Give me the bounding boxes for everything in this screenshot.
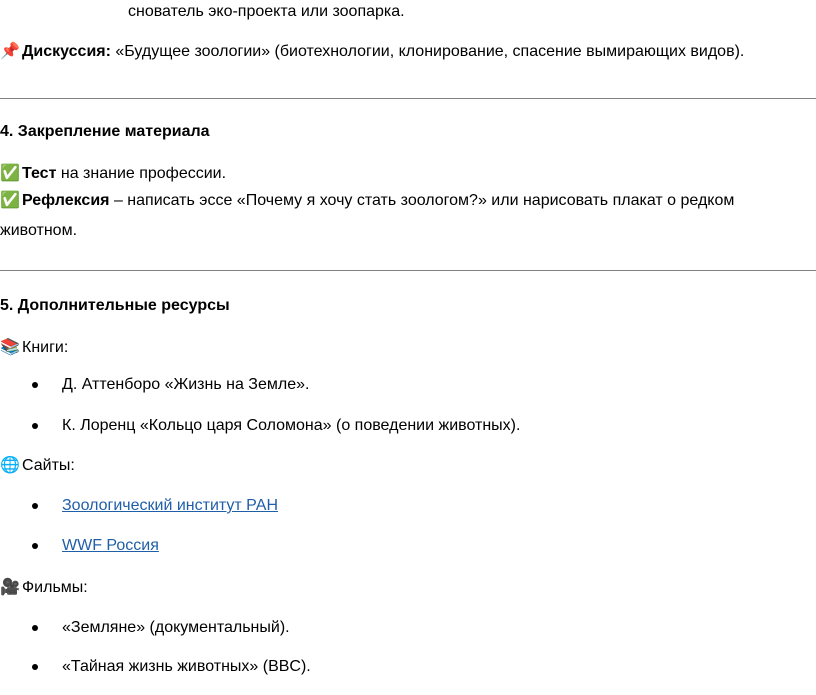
book-item-text: К. Лоренц «Кольцо царя Соломона» (о поведении животных). [62, 417, 521, 434]
books-label: Книги: [22, 339, 69, 356]
pushpin-icon: 📌 [0, 43, 20, 60]
section-4-title: 4. Закрепление материала [0, 123, 210, 140]
books-heading [0, 338, 68, 358]
books-icon: 📚 [0, 339, 20, 356]
film-item-text: «Земляне» (документальный). [62, 619, 290, 636]
sites-label: Сайты: [22, 457, 75, 474]
bullet-dot [32, 423, 38, 429]
bullet-dot [32, 543, 38, 549]
link-zoological-institute[interactable]: Зоологический институт РАН [62, 497, 278, 514]
continuation-text: снователь эко-проекта или зоопарка. [128, 3, 405, 20]
bullet-dot [32, 664, 38, 670]
checkmark-icon: ✅ [0, 192, 20, 209]
reflection-text: – написать эссе «Почему я хочу стать зоологом?» или нарисовать плакат о редком животном. [0, 192, 735, 239]
book-item-text: Д. Аттенборо «Жизнь на Земле». [62, 376, 310, 393]
reflection-label: Рефлексия [22, 192, 110, 209]
films-heading [0, 578, 88, 598]
reflection-line [0, 186, 800, 246]
discussion-label: Дискуссия: [22, 43, 111, 60]
divider [0, 270, 816, 271]
test-line [0, 164, 226, 184]
film-item-text: «Тайная жизнь животных» (BBC). [62, 658, 311, 675]
bullet-dot [32, 503, 38, 509]
films-label: Фильмы: [22, 579, 88, 596]
bullet-dot [32, 625, 38, 631]
test-label: Тест [22, 165, 57, 182]
divider [0, 98, 816, 99]
bullet-dot [32, 382, 38, 388]
globe-icon: 🌐 [0, 457, 20, 474]
test-text: на знание профессии. [56, 165, 227, 182]
link-wwf-russia[interactable]: WWF Россия [62, 537, 159, 554]
discussion-line [0, 42, 744, 62]
sites-heading [0, 456, 75, 476]
section-5-title: 5. Дополнительные ресурсы [0, 297, 230, 314]
movie-camera-icon: 🎥 [0, 579, 20, 596]
discussion-text: «Будущее зоологии» (биотехнологии, клонирование, спасение вымирающих видов). [110, 43, 745, 60]
checkmark-icon: ✅ [0, 165, 20, 182]
